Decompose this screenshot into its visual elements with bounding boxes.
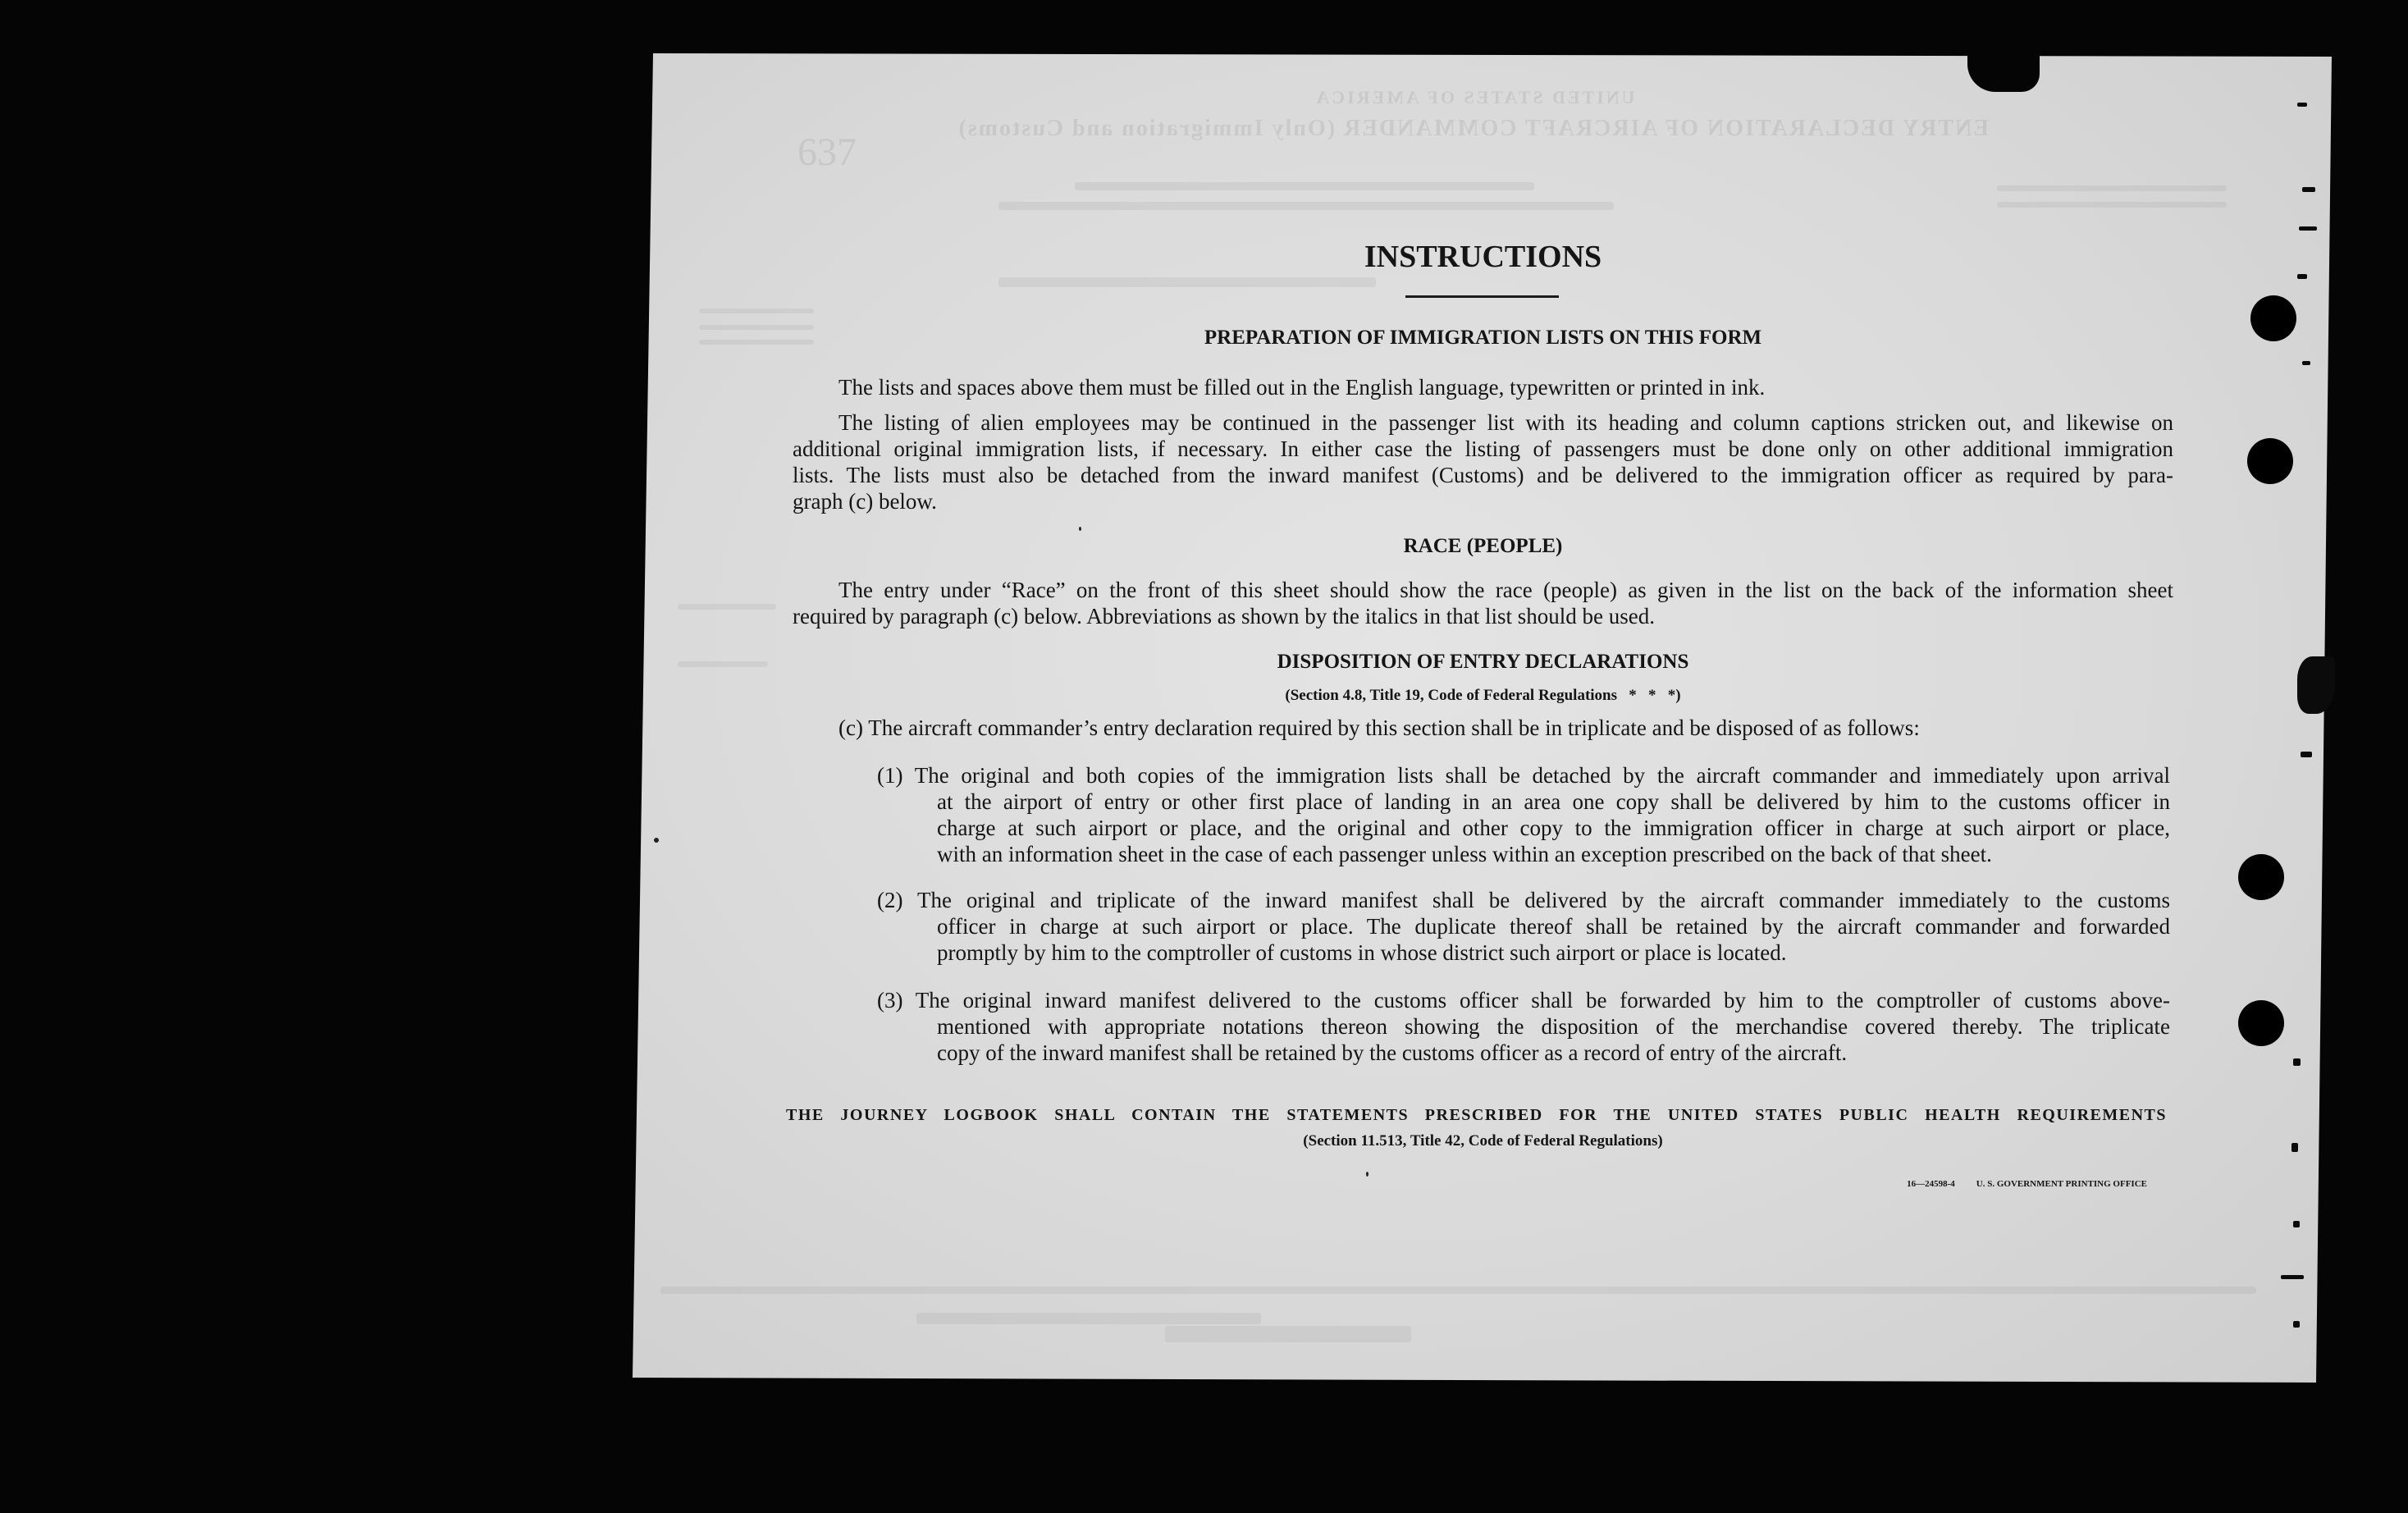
paragraph-line: lists. The lists must also be detached from the inward manifest (Customs) and be delivered to the immigration officer as required by para- <box>793 463 2173 487</box>
item-number: (3) <box>877 988 903 1012</box>
disposition-intro <box>793 715 2173 741</box>
item-number: (1) <box>877 763 903 788</box>
form-number: 16—24598-4 <box>1907 1179 1955 1189</box>
printer-imprint <box>1805 1178 2147 1190</box>
item-text: The original and triplicate of the inward manifest shall be delivered by the aircraft commander immediately to the customs <box>916 888 2171 912</box>
punch-hole <box>2238 854 2284 900</box>
edge-mark <box>2291 1143 2298 1152</box>
item-line: mentioned with appropriate notations thereon showing the disposition of the merchandise covered thereby. The triplicate <box>937 1014 2170 1039</box>
bleed-through-mark <box>1997 202 2227 208</box>
health-statement: THE JOURNEY LOGBOOK SHALL CONTAIN THE STATEMENTS PRESCRIBED FOR THE UNITED STATES PUBLIC HEALTH REQUIREMENTS <box>786 1106 2167 1124</box>
paragraph-preparation-2 <box>793 409 2173 514</box>
paragraph-line: The listing of alien employees may be continued in the passenger list with its heading and column captions stricken out, and likewise on <box>838 410 2173 435</box>
health-citation: (Section 11.513, Title 42, Code of Federal Regulations) <box>1303 1132 1663 1150</box>
bleed-through-mark <box>1165 1326 1411 1342</box>
paragraph-race <box>793 577 2173 629</box>
speck <box>654 838 659 843</box>
punch-hole <box>2250 295 2296 341</box>
disposition-item-2 <box>877 887 2170 966</box>
printer-name: U. S. GOVERNMENT PRINTING OFFICE <box>1976 1179 2147 1189</box>
section-heading-disposition: DISPOSITION OF ENTRY DECLARATIONS <box>1277 651 1689 673</box>
bleed-through-mark <box>998 202 1614 210</box>
paragraph-line: The entry under “Race” on the front of this sheet should show the race (people) as given in the list on the back of the information sheet <box>838 578 2173 602</box>
edge-mark <box>2281 1275 2304 1279</box>
bleed-through-mark <box>1075 182 1534 190</box>
bleed-through-mark <box>1997 185 2227 191</box>
speck <box>1366 1172 1368 1177</box>
bleed-through-mark <box>678 604 776 610</box>
edge-mark <box>2297 274 2307 279</box>
item-line: officer in charge at such airport or place. The duplicate thereof shall be retained by the aircraft commander and forwarded <box>937 914 2170 939</box>
edge-blot <box>2297 656 2335 714</box>
item-line <box>877 887 2170 913</box>
page-title: INSTRUCTIONS <box>1364 240 1602 274</box>
item-line: promptly by him to the comptroller of customs in whose district such airport or place is located. <box>937 940 1787 965</box>
torn-corner <box>1967 51 2040 92</box>
title-underline <box>1405 295 1559 298</box>
edge-mark <box>2301 752 2312 757</box>
item-line <box>877 762 2170 788</box>
section-heading-race: RACE (PEOPLE) <box>1403 535 1563 557</box>
item-line: with an information sheet in the case of each passenger unless within an exception prescribed on the back of that sheet. <box>937 842 1992 866</box>
item-line: charge at such airport or place, and the original and other copy to the immigration officer in charge at such airport or place, <box>937 816 2170 840</box>
speck <box>1079 527 1081 531</box>
item-number: (2) <box>877 888 903 912</box>
paragraph-line: graph (c) below. <box>793 489 937 514</box>
item-line: copy of the inward manifest shall be retained by the customs officer as a record of entry of the aircraft. <box>937 1040 1848 1065</box>
edge-mark <box>2293 1221 2300 1227</box>
paragraph-line: The lists and spaces above them must be filled out in the English language, typewritten or printed in ink. <box>838 375 1766 400</box>
bleed-through-title: ENTRY DECLARATION OF AIRCRAFT COMMANDER (Only Immigration and Customs) <box>957 116 1989 141</box>
section-heading-preparation: PREPARATION OF IMMIGRATION LISTS ON THIS FORM <box>1204 327 1762 349</box>
bleed-through-mark <box>660 1287 2256 1294</box>
punch-hole <box>2238 1000 2284 1046</box>
bleed-through-number: 637 <box>797 130 857 174</box>
item-line <box>877 987 2170 1013</box>
bleed-through-mark <box>699 309 814 313</box>
item-text: The original inward manifest delivered to the customs officer shall be forwarded by him to the comptroller of customs above- <box>915 988 2170 1012</box>
item-line: at the airport of entry or other first place of landing in an area one copy shall be delivered by him to the customs officer in <box>937 789 2170 814</box>
punch-hole <box>2247 438 2293 484</box>
disposition-item-3 <box>877 987 2170 1066</box>
paragraph-preparation-1 <box>793 374 2173 400</box>
edge-mark <box>2299 226 2317 231</box>
bleed-through-mark <box>998 277 1376 287</box>
bleed-through-mark <box>916 1313 1261 1324</box>
disposition-citation: (Section 4.8, Title 19, Code of Federal Regulations * * *) <box>1285 687 1681 704</box>
edge-mark <box>2302 187 2315 192</box>
paragraph-line: (c) The aircraft commander’s entry declaration required by this section shall be in triplicate and be disposed of as follows: <box>838 715 1920 740</box>
paragraph-line: required by paragraph (c) below. Abbreviations as shown by the italics in that list should be used. <box>793 604 1656 629</box>
paragraph-line: additional original immigration lists, if necessary. In either case the listing of passengers must be done only on other additional immigration <box>793 437 2173 461</box>
bleed-through-mark <box>678 661 768 667</box>
edge-mark <box>2297 103 2307 107</box>
bleed-through-country: UNITED STATES OF AMERICA <box>1314 87 1635 107</box>
edge-mark <box>2293 1058 2301 1066</box>
disposition-item-1 <box>877 762 2170 867</box>
edge-mark <box>2302 361 2310 365</box>
edge-mark <box>2293 1321 2300 1328</box>
item-text: The original and both copies of the immigration lists shall be detached by the aircraft commander and immediately upon arrival <box>914 763 2170 788</box>
